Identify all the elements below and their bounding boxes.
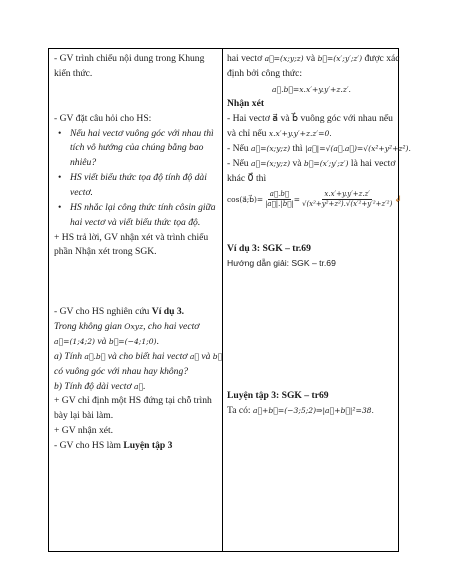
text-line: kiến thức.: [54, 67, 93, 79]
text-span: và: [290, 157, 304, 169]
text-line: [54, 350, 223, 365]
text-span: và: [94, 336, 109, 348]
fraction-denominator: |a⃗|.|b⃗|: [265, 200, 294, 209]
text-line: [227, 404, 396, 419]
math-expr: b⃗=(−4;1;0): [108, 337, 157, 347]
text-span: và cho biết hai vectơ: [105, 350, 190, 362]
bullet-text: tích vô hướng của chúng bằng bao: [70, 142, 204, 154]
bullet-item: [54, 171, 218, 201]
text-span: Trong không gian: [54, 321, 125, 333]
fraction-numerator: a⃗.b⃗: [268, 190, 291, 201]
math-expr: a⃗+b⃗=(−3;5;2)⇒|a⃗+b⃗|²=38.: [252, 406, 374, 416]
teacher-activity-column: [49, 49, 222, 551]
bullet-text: • HS viết biểu thức tọa độ tính độ dài: [70, 172, 207, 184]
section-heading: Nhận xét: [227, 98, 265, 110]
text-span: - GV cho HS làm: [54, 440, 124, 452]
example-hint: Hướng dẫn giải: SGK – tr.69: [227, 258, 336, 269]
return-arrow-icon: ↲: [394, 193, 402, 204]
text-line: [54, 335, 218, 350]
math-expr: b⃗=(x′;y′;z′): [303, 158, 349, 168]
math-expr: a⃗=(x;y;z): [250, 144, 291, 154]
bullet-text: • Nếu hai vectơ vuông góc với nhau thì: [70, 127, 214, 139]
dot-product-formula: a⃗.b⃗=x.x′+y.y′+z.z′.: [272, 84, 351, 94]
text-span: .: [156, 336, 159, 348]
text-span: hai vectơ: [227, 53, 265, 64]
text-span: và chỉ nếu: [227, 128, 269, 140]
text-span: và: [198, 350, 213, 362]
math-expr: a⃗: [134, 381, 144, 391]
text-span: thì: [290, 143, 305, 155]
math-expr: |a⃗|=√(a⃗.a⃗)=√(x²+y²+z²).: [305, 144, 411, 154]
bullet-text: • HS nhắc lại công thức tính côsin giữa: [70, 201, 216, 213]
text-line: [54, 380, 218, 395]
text-line: [227, 52, 400, 67]
text-span: - Nếu: [227, 143, 251, 155]
example-ref: Ví dụ 3.: [151, 306, 185, 318]
text-span: , cho hai vectơ: [143, 321, 200, 333]
text-line: có vuông góc với nhau hay không?: [54, 365, 189, 377]
text-line: + GV nhận xét.: [54, 425, 114, 437]
bullet-item: [54, 127, 218, 172]
equals-sign: =: [293, 195, 300, 205]
text-line: [54, 439, 218, 454]
text-line: bày lại bài làm.: [54, 410, 114, 422]
cosine-fractions: [265, 190, 294, 211]
text-span: Ta có:: [227, 405, 253, 417]
cosine-formula: [227, 189, 402, 211]
student-product-column: [223, 49, 411, 551]
text-line: + HS trả lời, GV nhận xét và trình chiếu: [54, 231, 209, 243]
fraction-numerator: x.x′+y.y′+z.z′: [322, 190, 371, 201]
math-expr: b⃗: [212, 351, 223, 361]
text-line: - GV trình chiếu nội dung trong Khung: [54, 53, 205, 64]
bullet-text: vectơ.: [70, 187, 93, 199]
text-line: phần Nhận xét trong SGK.: [54, 246, 157, 258]
text-span: - GV cho HS nghiên cứu: [54, 306, 152, 318]
math-expr: a⃗=(x;y;z): [264, 54, 304, 63]
text-span: là hai vectơ: [348, 157, 396, 169]
math-expr: b⃗=(x′;y′;z′): [317, 54, 363, 63]
fraction-denominator: √(x²+y²+z²).√(x′²+y′²+z′²): [301, 200, 393, 209]
text-line: [227, 127, 396, 142]
bullet-item: [54, 201, 218, 231]
text-span: - Nếu: [227, 157, 251, 169]
text-span: a) Tính: [54, 350, 85, 362]
math-expr: Oxyz: [124, 322, 144, 332]
text-span: và: [303, 53, 318, 64]
exercise-title: Luyện tập 3: SGK – tr69: [227, 390, 329, 402]
text-line: [54, 320, 218, 335]
text-line: - GV đặt câu hỏi cho HS:: [54, 112, 152, 124]
bullet-text: hai vectơ và viết biểu thức tọa độ.: [70, 216, 201, 228]
math-expr: a⃗=(1;4;2): [54, 337, 95, 347]
math-expr: a⃗=(x;y;z): [250, 158, 291, 168]
text-line: [227, 142, 411, 157]
text-line: [227, 157, 396, 172]
cosine-lead: cos(a⃗;b⃗)=: [227, 195, 264, 205]
text-span: được xác: [362, 53, 400, 64]
text-span: .: [143, 380, 146, 392]
math-expr: a⃗.b⃗: [84, 351, 106, 361]
text-line: + GV chỉ định một HS đứng tại chỗ trình: [54, 395, 212, 407]
bullet-text: nhiêu?: [70, 157, 97, 169]
math-expr: x.x′+y.y′+z.z′=0.: [268, 129, 332, 139]
text-span: b) Tính độ dài vectơ: [54, 380, 134, 392]
math-expr: a⃗: [189, 351, 199, 361]
text-line: - Hai vectơ a⃗ và b⃗ vuông góc với nhau nếu: [227, 113, 393, 125]
example-title: Ví dụ 3: SGK – tr.69: [227, 243, 311, 255]
text-line: định bởi công thức:: [227, 67, 303, 79]
text-line: khác 0⃗ thì: [227, 172, 267, 184]
lesson-table: [48, 48, 411, 552]
text-line: [54, 305, 218, 320]
exercise-ref: Luyện tập 3: [123, 440, 173, 452]
cosine-coordinate-fraction: [302, 190, 392, 211]
